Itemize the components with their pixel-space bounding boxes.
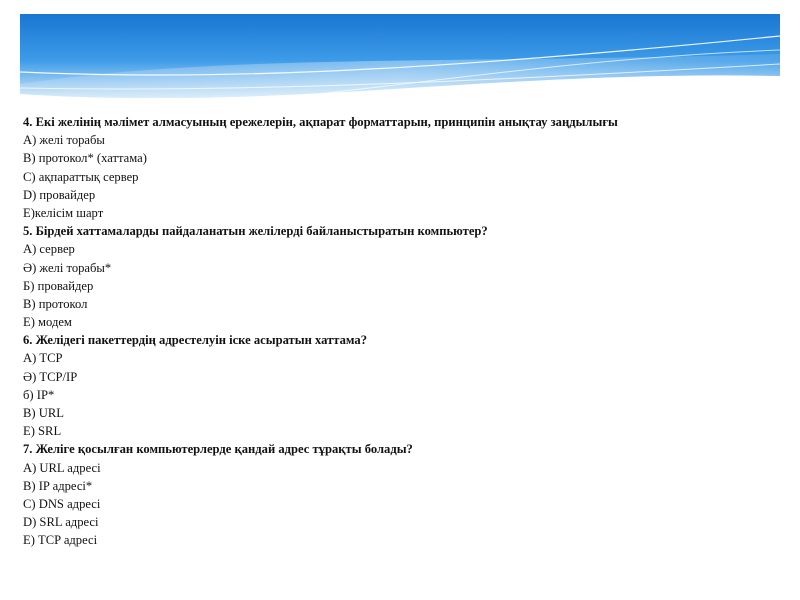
option-line: С) DNS адресі [23,496,101,511]
question-block-4 [23,113,783,222]
question-block-6 [23,331,783,440]
decorative-banner [20,14,780,98]
option-line: Ә) желі торабы* [23,260,112,275]
option-line: Е) SRL [23,424,62,439]
question-7: 7. Желіге қосылған компьютерлерде қандай адрес тұрақты болады? [23,442,413,457]
option-line: В) протокол [23,296,88,311]
option-line: А) желі торабы [23,133,105,148]
option-line: С) ақпараттық сервер [23,169,139,184]
question-block-5 [23,222,783,331]
option-line: Б) провайдер [23,278,94,293]
question-4: 4. Екі желінің мәлімет алмасуының ережелерін, ақпарат форматтарын, принципін анықтау заңдылығы [23,115,618,129]
question-block-7 [23,440,783,549]
option-line: В) URL [23,406,64,420]
option-line: В) протокол* (хаттама) [23,151,147,166]
quiz-content [23,113,783,550]
option-line: Ә) TCP/IP [23,369,78,384]
option-line: А) ТСР [23,351,63,366]
option-line: Е) TCP адресі [23,533,98,548]
option-line: D) SRL адресі [23,515,99,530]
question-6: 6. Желідегі пакеттердің адрестелуін іске асыратын хаттама? [23,333,367,348]
option-line: Е)келісім шарт [23,205,104,220]
option-line: Е) модем [23,315,72,330]
banner-graphic [20,14,780,98]
option-line: B) IP адресі* [23,478,93,493]
option-line: б) IP* [23,387,55,402]
option-line: А) сервер [23,242,75,257]
option-line: D) провайдер [23,187,96,202]
question-5: 5. Бірдей хаттамаларды пайдаланатын желілерді байланыстыратын компьютер? [23,224,488,239]
option-line: А) URL адресі [23,460,101,475]
